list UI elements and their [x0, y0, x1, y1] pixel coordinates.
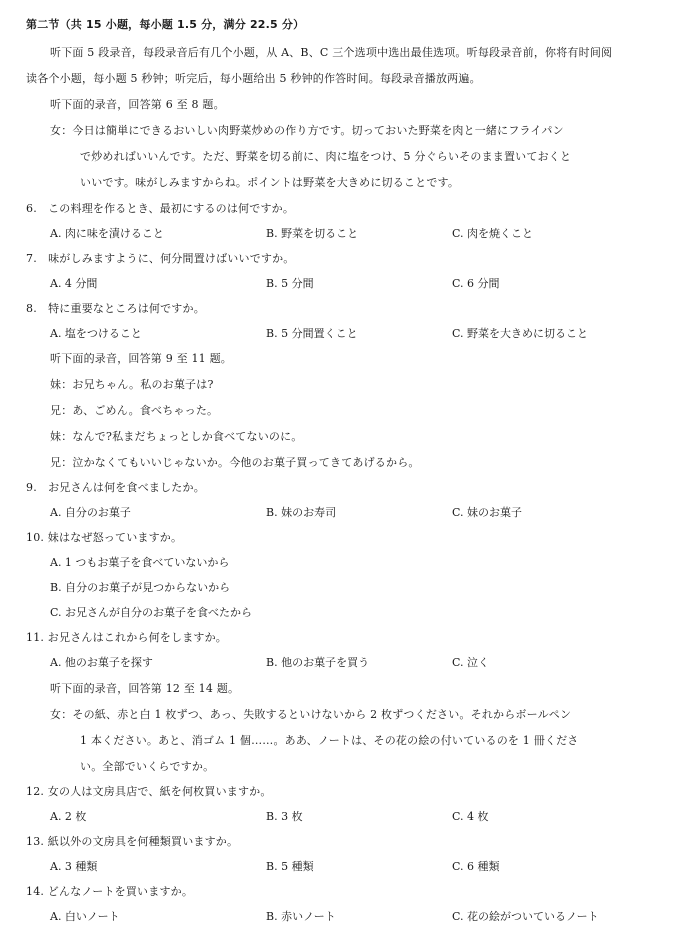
question-9: 9. お兄さんは何を食べましたか。	[26, 481, 205, 494]
option-14a[interactable]: A. 白いノート	[50, 910, 120, 923]
option-11c[interactable]: C. 泣く	[452, 656, 490, 669]
dialogue-line: 妹：なんで?私まだちょっとしか食べてないのに。	[50, 430, 303, 443]
option-11b[interactable]: B. 他のお菓子を買う	[266, 656, 370, 669]
option-12a[interactable]: A. 2 枚	[50, 810, 87, 823]
dialogue-line: 1 本ください。あと、消ゴム 1 個……。ああ、ノートは、その花の絵の付いているのを 1 冊くださ	[80, 734, 579, 747]
dialogue-line: 女：その紙、赤と白 1 枚ずつ、あっ、失敗するといけないから 2 枚ずつください。それからボールペン	[50, 708, 572, 721]
listening-intro: 听下面的录音，回答第 9 至 11 题。	[50, 352, 232, 365]
option-9a[interactable]: A. 自分のお菓子	[50, 506, 131, 519]
question-7: 7. 味がしみますように、何分間置けばいいですか。	[26, 252, 295, 265]
option-11a[interactable]: A. 他のお菓子を探す	[50, 656, 153, 669]
dialogue-line: い。全部でいくらですか。	[80, 760, 215, 773]
question-8: 8. 特に重要なところは何ですか。	[26, 302, 205, 315]
option-14c[interactable]: C. 花の絵がついているノート	[452, 910, 599, 923]
option-7b[interactable]: B. 5 分間	[266, 277, 314, 290]
option-7a[interactable]: A. 4 分間	[50, 277, 98, 290]
dialogue-line: 女：今日は簡単にできるおいしい肉野菜炒めの作り方です。切っておいた野菜を肉と一緒にフライパン	[50, 124, 564, 137]
option-9b[interactable]: B. 妹のお寿司	[266, 506, 337, 519]
option-10c[interactable]: C. お兄さんが自分のお菓子を食べたから	[50, 606, 253, 619]
option-7c[interactable]: C. 6 分間	[452, 277, 500, 290]
question-14: 14. どんなノートを買いますか。	[26, 885, 194, 898]
option-8b[interactable]: B. 5 分間置くこと	[266, 327, 358, 340]
question-10: 10. 妹はなぜ怒っていますか。	[26, 531, 183, 544]
option-8a[interactable]: A. 塩をつけること	[50, 327, 142, 340]
option-10b[interactable]: B. 自分のお菓子が見つからないから	[50, 581, 231, 594]
question-6: 6. この料理を作るとき、最初にするのは何ですか。	[26, 202, 295, 215]
option-9c[interactable]: C. 妹のお菓子	[452, 506, 523, 519]
option-6b[interactable]: B. 野菜を切ること	[266, 227, 359, 240]
dialogue-line: いいです。味がしみますからね。ポイントは野菜を大きめに切ることです。	[80, 176, 460, 189]
instruction-line: 听下面 5 段录音，每段录音后有几个小题，从 A、B、C 三个选项中选出最佳选项。听每段录音前，你将有时间阅	[50, 46, 613, 59]
option-13c[interactable]: C. 6 種類	[452, 860, 500, 873]
dialogue-line: 兄：泣かなくてもいいじゃないか。今他のお菓子買ってきてあげるから。	[50, 456, 420, 469]
dialogue-line: 兄：あ、ごめん。食べちゃった。	[50, 404, 219, 417]
option-12b[interactable]: B. 3 枚	[266, 810, 303, 823]
question-12: 12. 女の人は文房具店で、紙を何枚買いますか。	[26, 785, 272, 798]
option-10a[interactable]: A. 1 つもお菓子を食べていないから	[50, 556, 230, 569]
option-6c[interactable]: C. 肉を焼くこと	[452, 227, 534, 240]
option-6a[interactable]: A. 肉に味を漬けること	[50, 227, 164, 240]
option-8c[interactable]: C. 野菜を大きめに切ること	[452, 327, 589, 340]
option-14b[interactable]: B. 赤いノート	[266, 910, 336, 923]
option-12c[interactable]: C. 4 枚	[452, 810, 489, 823]
dialogue-line: で炒めればいいんです。ただ、野菜を切る前に、肉に塩をつけ、5 分ぐらいそのまま置いておくと	[80, 150, 572, 163]
question-11: 11. お兄さんはこれから何をしますか。	[26, 631, 227, 644]
listening-intro: 听下面的录音，回答第 12 至 14 题。	[50, 682, 240, 695]
option-13b[interactable]: B. 5 種類	[266, 860, 314, 873]
option-13a[interactable]: A. 3 種類	[50, 860, 98, 873]
listening-intro: 听下面的录音，回答第 6 至 8 题。	[50, 98, 225, 111]
instruction-line: 读各个小题，每小题 5 秒钟；听完后，每小题给出 5 秒钟的作答时间。每段录音播放两遍。	[26, 72, 481, 85]
question-13: 13. 紙以外の文房具を何種類買いますか。	[26, 835, 239, 848]
dialogue-line: 妹：お兄ちゃん。私のお菓子は?	[50, 378, 214, 391]
section-title: 第二节（共 15 小题，每小题 1.5 分，满分 22.5 分）	[26, 18, 305, 31]
